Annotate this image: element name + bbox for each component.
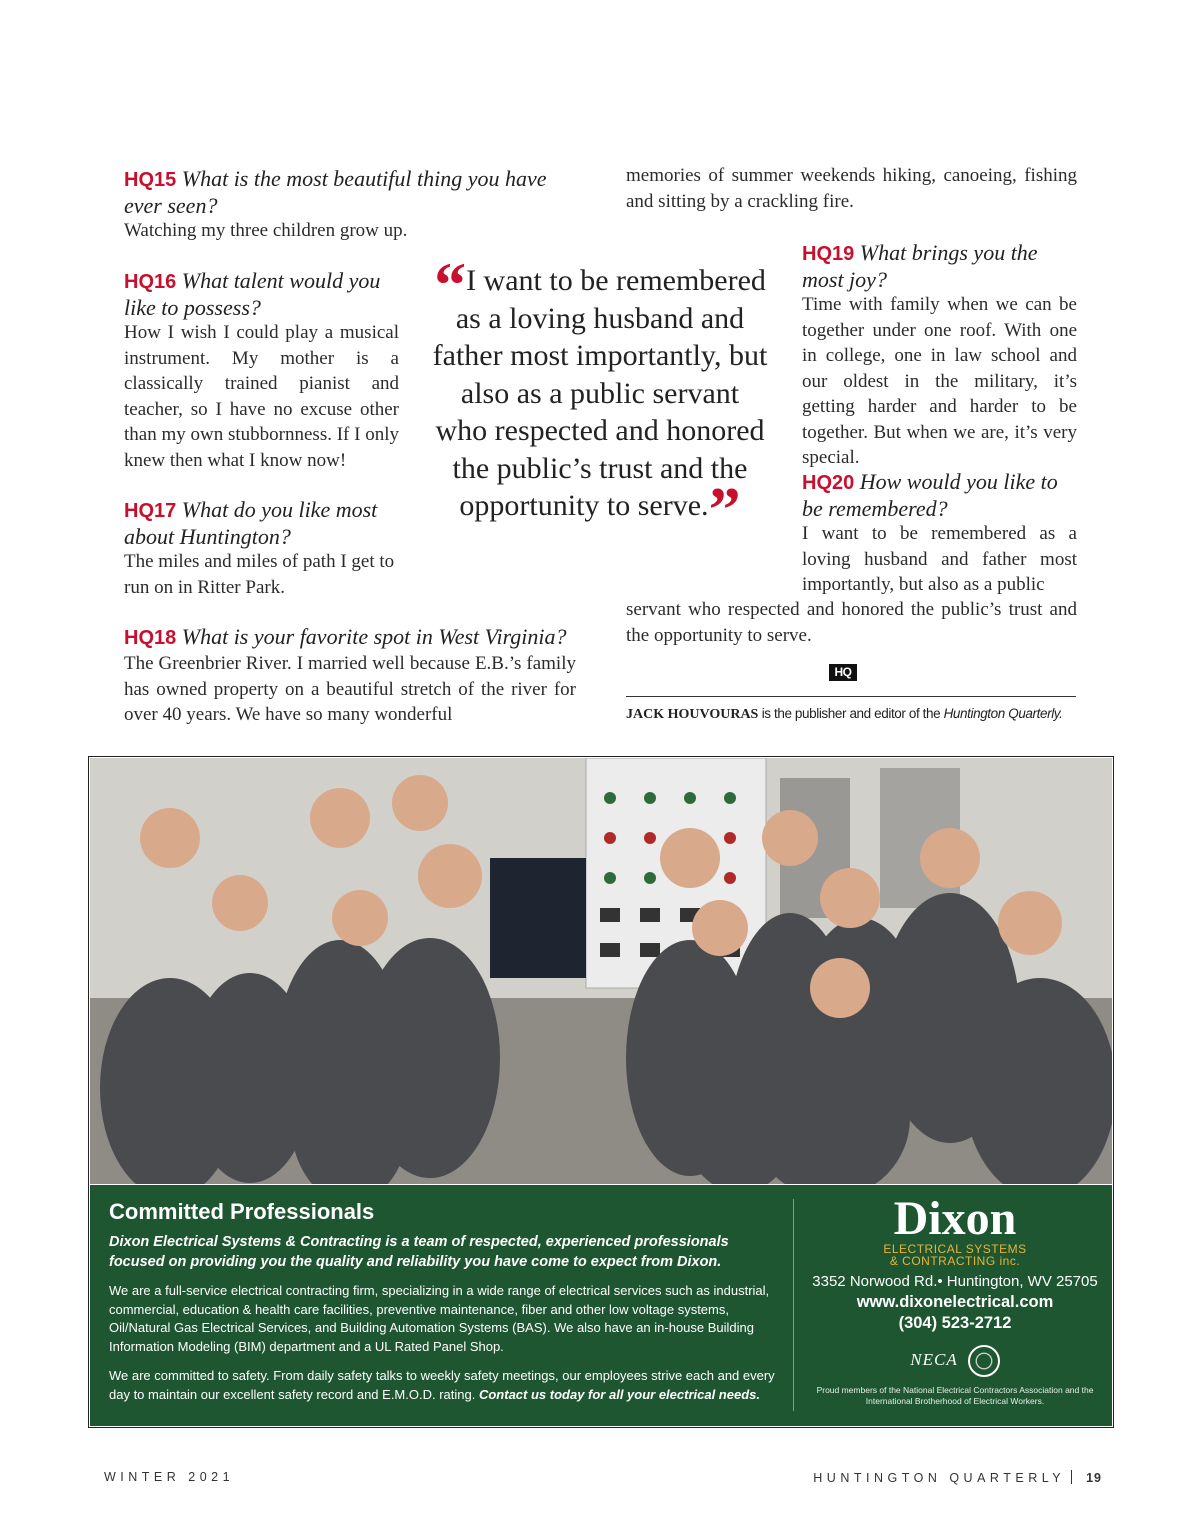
publication-name: Huntington Quarterly. xyxy=(943,706,1063,721)
ad-safety-text: We are committed to safety. From daily safety talks to weekly safety meetings, our employees strive each and every day to maintain our excellent safety record and E.M.O.D. rating. xyxy=(109,1368,775,1402)
ad-lead: Dixon Electrical Systems & Contracting is a team of respected, experienced professionals focused on providing you the quality and reliability you have come to expect from Dixon. xyxy=(109,1234,729,1270)
answer-text: Watching my three children grow up. xyxy=(124,220,408,241)
hq-end-logo: HQ xyxy=(829,664,857,681)
question-number: HQ19 xyxy=(802,243,855,265)
ad-body-safety xyxy=(109,1367,789,1404)
question-text: What is your favorite spot in West Virginia? xyxy=(181,624,567,649)
footer-right xyxy=(813,1470,1102,1485)
question-heading xyxy=(802,240,1077,292)
footer-separator xyxy=(1071,1470,1072,1484)
answer-text: How I wish I could play a musical instrument. My mother is a classically trained pianist and teacher, so I have no excuse other than my own stubbornness. If I only knew then what I know now! xyxy=(124,322,399,471)
dixon-logo-name: Dixon xyxy=(893,1192,1017,1245)
question-text: What brings you the most joy? xyxy=(802,240,1038,292)
qa-hq20 xyxy=(802,469,1077,598)
website-link[interactable]: www.dixonelectrical.com xyxy=(856,1293,1054,1311)
affiliation-logos xyxy=(802,1345,1108,1377)
open-quote-mark: “ xyxy=(434,249,467,320)
membership-note: Proud members of the National Electrical Contractors Association and the International Brotherhood of Electrical Workers. xyxy=(816,1385,1094,1406)
question-heading xyxy=(124,166,576,218)
answer-text: I want to be remembered as a loving husband and father most importantly, but also as a public xyxy=(802,523,1077,595)
ad-divider xyxy=(793,1199,794,1411)
team-photo xyxy=(90,758,1112,1184)
author-credit xyxy=(626,706,1086,723)
hq18-answer-continued: memories of summer weekends hiking, canoeing, fishing and sitting by a crackling fire. xyxy=(626,165,1077,212)
address: 3352 Norwood Rd.• Huntington, WV 25705 xyxy=(812,1273,1098,1290)
dixon-logo xyxy=(810,1192,1100,1268)
qa-hq18 xyxy=(124,624,576,728)
question-text: What talent would you like to possess? xyxy=(124,268,381,320)
ibew-seal-icon xyxy=(968,1345,1000,1377)
question-heading xyxy=(124,624,576,651)
question-number: HQ18 xyxy=(124,627,177,649)
credit-text: is the publisher and editor of the xyxy=(758,706,944,721)
qa-hq16 xyxy=(124,268,399,473)
ad-info-panel xyxy=(90,1185,1112,1426)
qa-hq15 xyxy=(124,166,576,244)
question-text: What do you like most about Huntington? xyxy=(124,497,378,549)
footer-season: WINTER 2021 xyxy=(104,1470,235,1484)
author-name: JACK HOUVOURAS xyxy=(626,707,759,722)
close-quote-mark: ” xyxy=(708,474,741,545)
question-number: HQ16 xyxy=(124,271,177,293)
question-heading xyxy=(802,469,1077,521)
qa-hq19 xyxy=(802,240,1077,471)
answer-text: The Greenbrier River. I married well because E.B.’s family has owned property on a beautiful stretch of the river for over 40 years. We have so many wonderful xyxy=(124,653,576,725)
question-heading xyxy=(124,497,399,549)
question-text: What is the most beautiful thing you have ever seen? xyxy=(124,166,547,218)
answer-text: Time with family when we can be together under one roof. With one in college, one in law school and our oldest in the military, it’s getting harder and harder to be together. But when we are, it’s very special. xyxy=(802,294,1077,468)
dixon-advertisement xyxy=(88,756,1114,1428)
question-number: HQ20 xyxy=(802,472,855,494)
neca-logo: NECA xyxy=(910,1350,958,1370)
qa-hq17 xyxy=(124,497,399,600)
ad-body-services: We are a full-service electrical contracting firm, specializing in a wide range of electrical services such as industrial, commercial, education & health care facilities, preventive maintenance, fiber and other low voltage systems, Oil/Natural Gas Electrical Services, and Building Automation Systems (BAS). We also have an in-house Building Information Modeling (BIM) department and a UL Rated Panel Shop. xyxy=(109,1283,770,1354)
footer-magazine: HUNTINGTON QUARTERLY xyxy=(813,1471,1066,1485)
team-photo-illustration xyxy=(90,758,1112,1184)
hq20-answer-continued: servant who respected and honored the public’s trust and the opportunity to serve. xyxy=(626,599,1077,646)
ad-call-to-action: Contact us today for all your electrical needs. xyxy=(478,1386,760,1402)
question-heading xyxy=(124,268,399,320)
ad-title: Committed Professionals xyxy=(109,1199,375,1224)
dixon-logo-sub2: & CONTRACTING inc. xyxy=(889,1254,1021,1268)
contact-block xyxy=(802,1271,1108,1334)
question-text: How would you like to be remembered? xyxy=(802,469,1058,521)
answer-text: The miles and miles of path I get to run on in Ritter Park. xyxy=(124,551,395,598)
credit-divider xyxy=(626,696,1076,697)
page-number: 19 xyxy=(1086,1471,1102,1485)
question-number: HQ15 xyxy=(124,169,177,191)
pull-quote xyxy=(432,249,768,545)
question-number: HQ17 xyxy=(124,500,177,522)
phone-number[interactable]: (304) 523-2712 xyxy=(898,1314,1012,1332)
dixon-logo-sub1: ELECTRICAL SYSTEMS xyxy=(883,1242,1027,1256)
pull-quote-text: I want to be remembered as a loving husband and father most importantly, but also as a public servant who respected and honored the public’s trust and the opportunity to serve. xyxy=(432,264,768,522)
